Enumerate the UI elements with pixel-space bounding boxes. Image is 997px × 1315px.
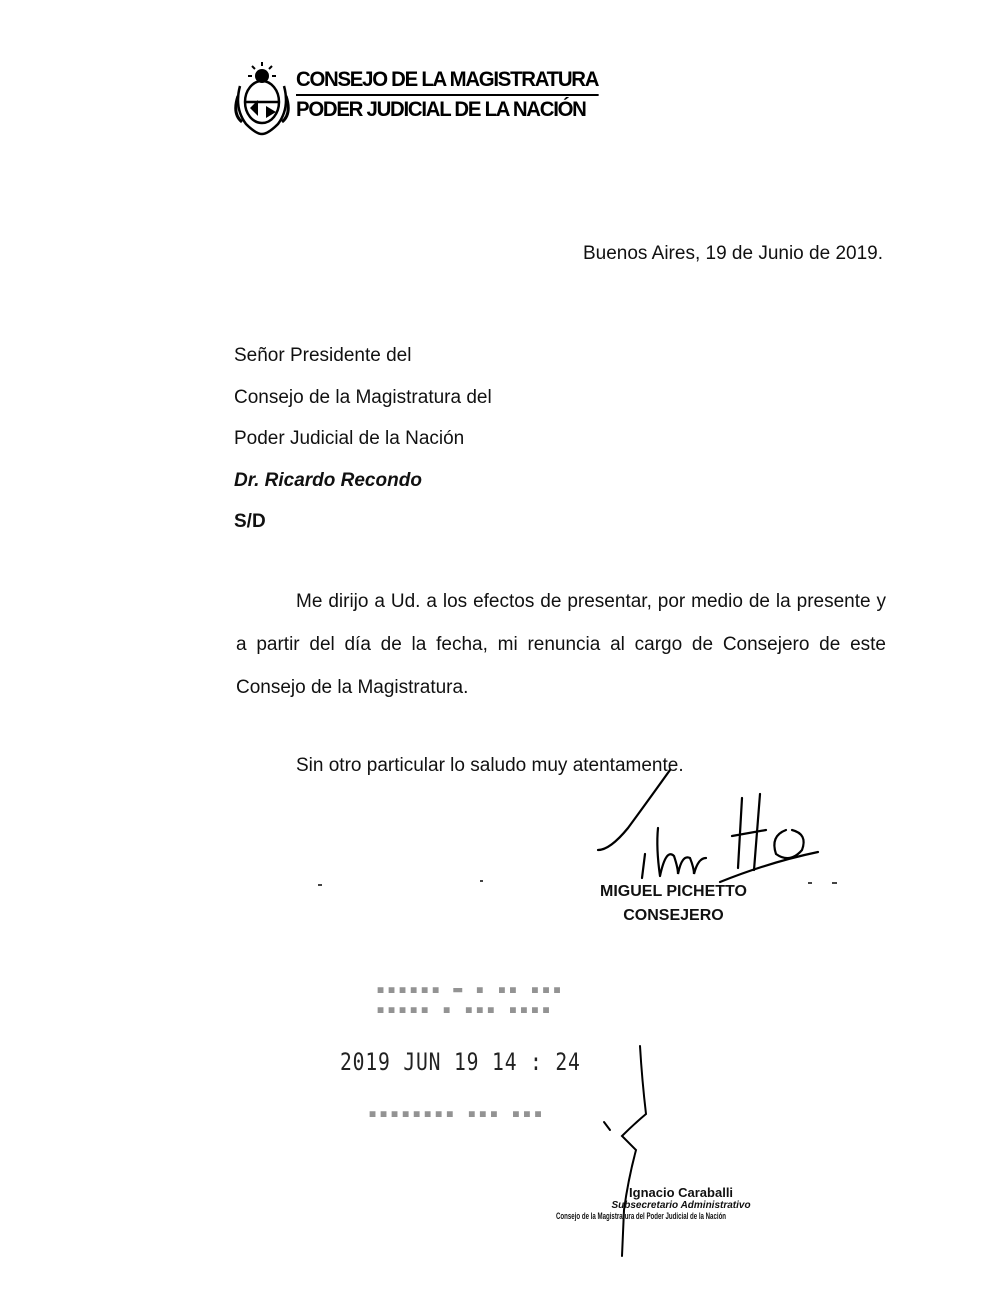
signer-title: CONSEJERO bbox=[623, 907, 724, 924]
recipient-sd: S/D bbox=[234, 511, 266, 532]
receiver-block bbox=[556, 1185, 806, 1221]
scan-mark bbox=[808, 882, 812, 884]
stamp-faded-line-3: ▪▪▪▪▪▪▪▪ ▪▪▪ ▪▪▪ bbox=[368, 1104, 545, 1122]
organization-name bbox=[296, 66, 608, 123]
coat-of-arms-icon bbox=[230, 56, 294, 136]
recipient-name: Dr. Ricardo Recondo bbox=[234, 469, 422, 491]
letter-date: Buenos Aires, 19 de Junio de 2019. bbox=[582, 243, 883, 264]
letter-closing: Sin otro particular lo saludo muy atentamente. bbox=[296, 755, 684, 776]
recipient-block bbox=[234, 335, 492, 543]
signer-name: MIGUEL PICHETTO bbox=[600, 883, 747, 900]
scan-mark bbox=[318, 884, 322, 886]
receiver-name: Ignacio Caraballi bbox=[629, 1185, 734, 1200]
stamp-date-time: 2019 JUN 19 14 : 24 bbox=[340, 1048, 581, 1076]
org-line-2: PODER JUDICIAL DE LA NACIÓN bbox=[296, 98, 586, 121]
scan-mark bbox=[832, 882, 837, 884]
signer-block bbox=[600, 880, 747, 928]
org-line-1: CONSEJO DE LA MAGISTRATURA bbox=[296, 66, 598, 96]
receiver-role: Subsecretario Administrativo bbox=[611, 1200, 751, 1211]
stamp-faded-line-1: ▪▪▪▪▪▪ ▬ ▪ ▪▪ ▪▪▪ bbox=[376, 980, 564, 998]
recipient-line-2: Consejo de la Magistratura del bbox=[234, 386, 492, 408]
stamp-faded-line-2: ▪▪▪▪▪ ▪ ▪▪▪ ▪▪▪▪ bbox=[376, 1000, 553, 1018]
letter-body: Me dirijo a Ud. a los efectos de presentar, por medio de la presente y a partir del día de la fecha, mi renuncia al cargo de Consejero de este Consejo de la Magistratura. bbox=[236, 591, 886, 698]
recipient-line-1: Señor Presidente del bbox=[234, 345, 412, 366]
receiver-signature bbox=[590, 1040, 670, 1260]
scan-mark bbox=[480, 880, 483, 882]
recipient-line-3: Poder Judicial de la Nación bbox=[234, 428, 465, 449]
receiver-office: Consejo de la Magistratura del Poder Judicial de la Nación bbox=[556, 1211, 727, 1221]
handwritten-signature bbox=[570, 758, 830, 898]
